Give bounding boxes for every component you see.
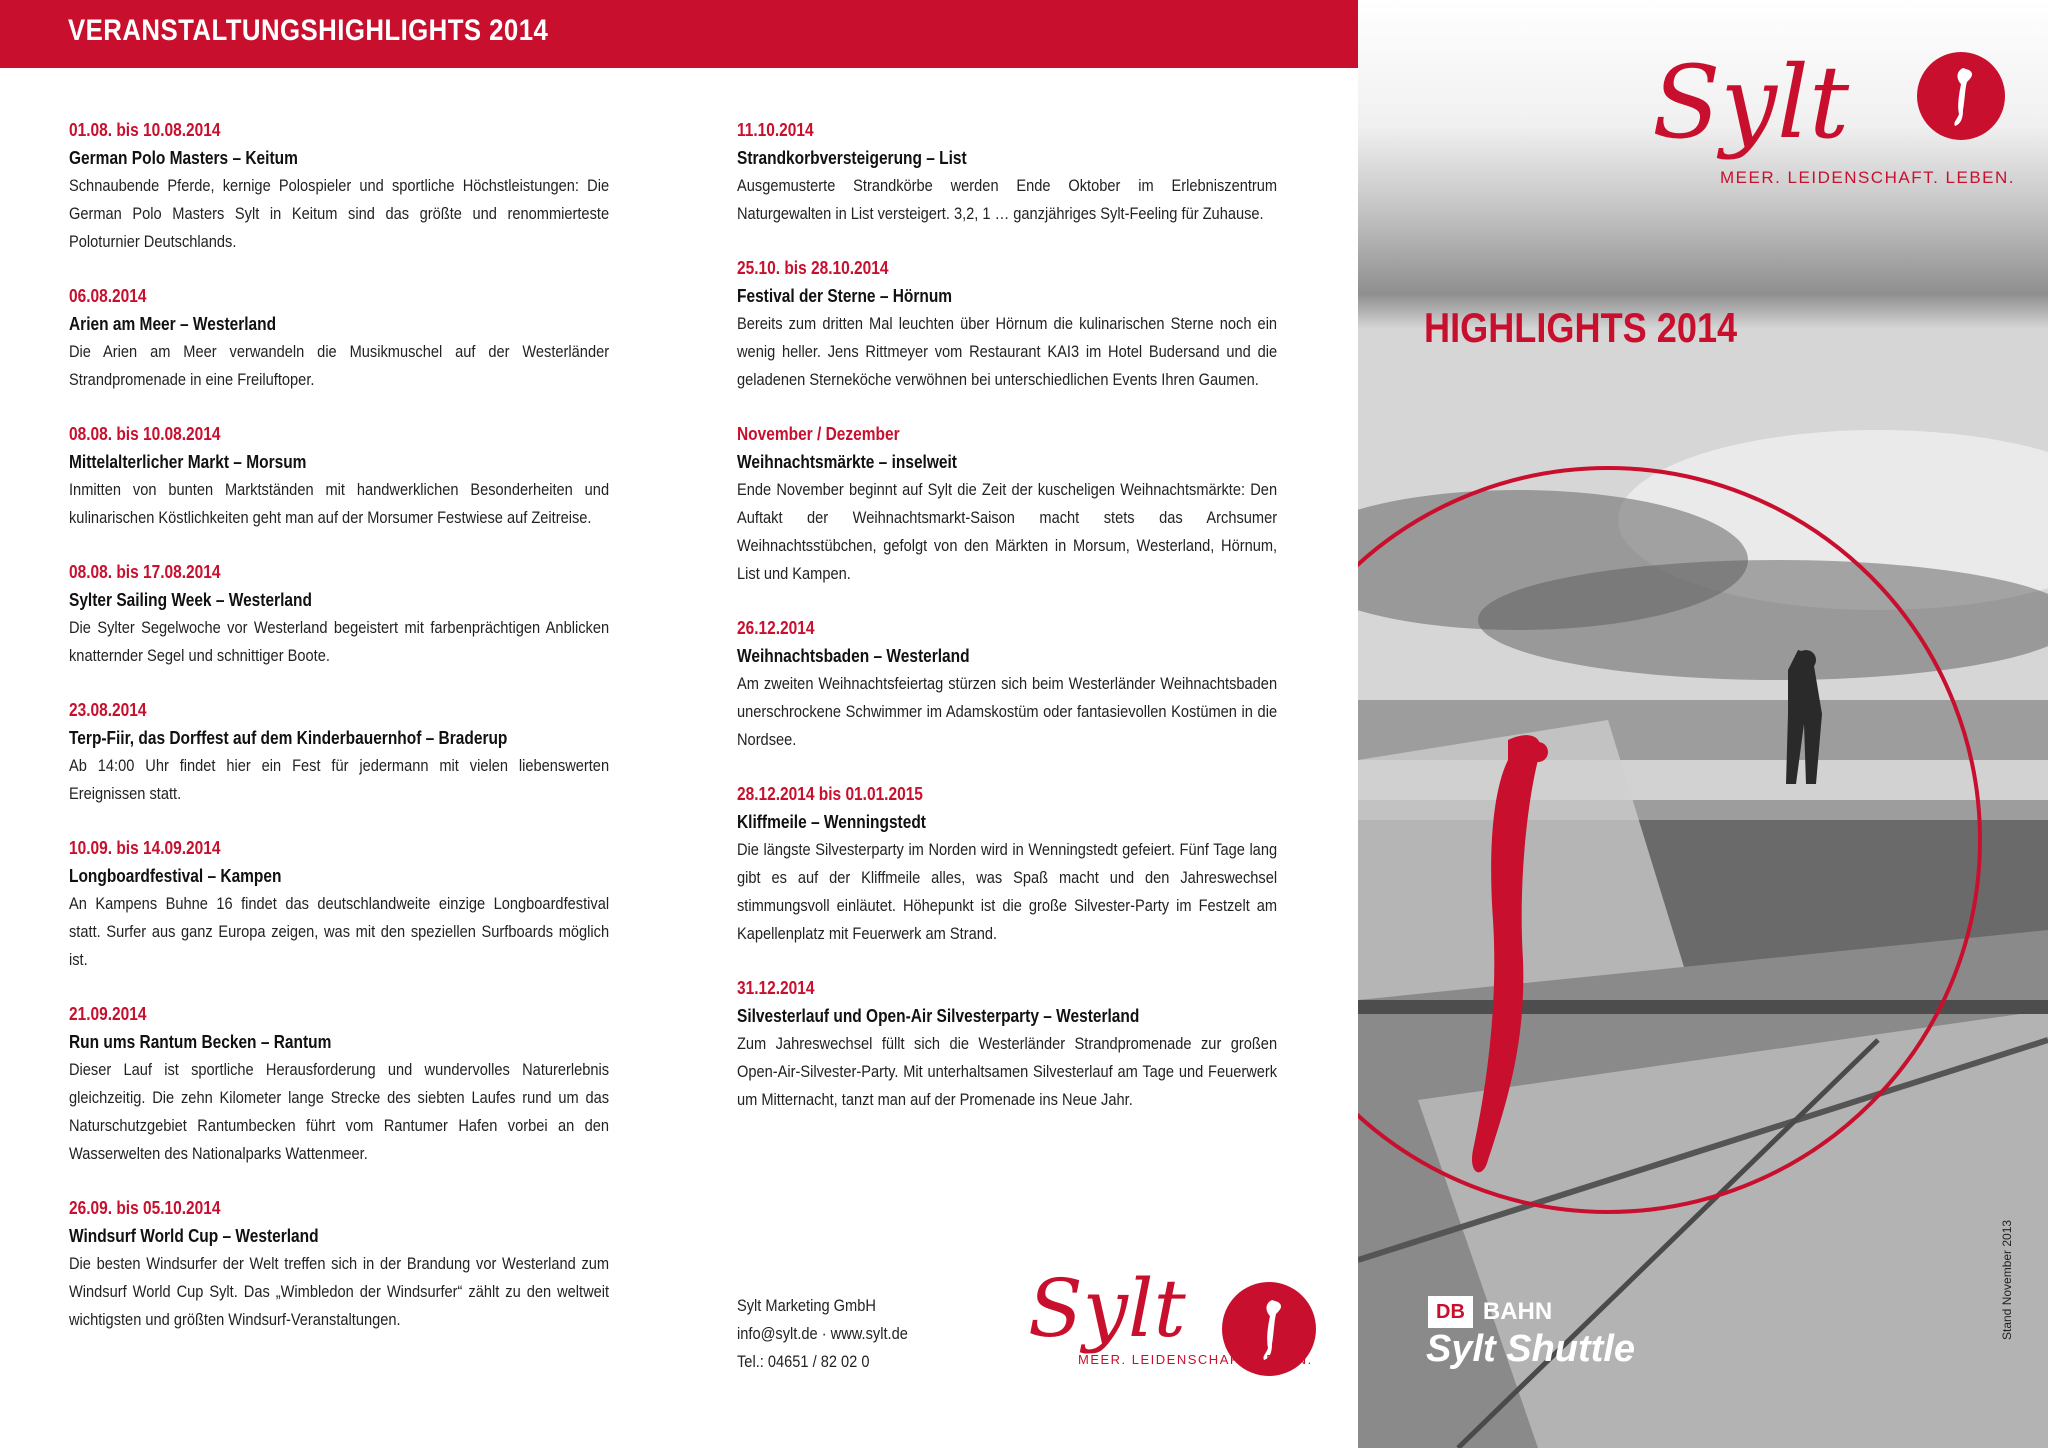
event-date: 26.09. bis 05.10.2014 (69, 1198, 221, 1218)
sylt-logo-top (1652, 44, 2016, 202)
event-date: 21.09.2014 (69, 1004, 147, 1024)
logo-wordmark: Sylt (1652, 44, 1850, 161)
event-description: Ende November beginnt auf Sylt die Zeit der kuscheligen Weihnachtsmärkte: Den Auftakt der Weihnachtsmarkt-Saison macht stets das Archsumer Weihnachtsstübchen, gefolgt von den Märkten in Morsum, Westerland, Hörnum, List und Kampen. (737, 480, 1278, 583)
event-title: Run ums Rantum Becken – Rantum (69, 1032, 332, 1052)
event-title: Weihnachtsbaden – Westerland (737, 646, 970, 666)
event-item (69, 1000, 609, 1168)
logo-tagline: MEER. LEIDENSCHAFT. LEBEN. (1720, 168, 2016, 187)
event-title: Longboardfestival – Kampen (69, 866, 282, 886)
event-description: Ausgemusterte Strandkörbe werden Ende Oktober im Erlebniszentrum Naturgewalten in List versteigert. 3,2, 1 … ganzjähriges Sylt-Feeling für Zuhause. (737, 176, 1278, 223)
event-item (737, 974, 1277, 1114)
event-date: 01.08. bis 10.08.2014 (69, 120, 221, 140)
event-date: 26.12.2014 (737, 618, 815, 638)
event-description: Die Sylter Segelwoche vor Westerland begeistert mit farbenprächtigen Anblicken knatternder Segel und schnittiger Boote. (69, 618, 610, 665)
sylt-logo-bottom (1028, 1262, 1313, 1378)
db-bahn-logo (1428, 1296, 1552, 1328)
event-date: 10.09. bis 14.09.2014 (69, 838, 221, 858)
logo-tagline: MEER. LEIDENSCHAFT. LEBEN. (1078, 1352, 1313, 1367)
event-date: 08.08. bis 17.08.2014 (69, 562, 221, 582)
bahn-label: BAHN (1482, 1298, 1553, 1325)
stand-note: Stand November 2013 (2000, 1219, 2014, 1340)
event-date: 23.08.2014 (69, 700, 147, 720)
event-description: Die besten Windsurfer der Welt treffen sich in der Brandung vor Westerland zum Windsurf World Cup Sylt. Das „Wimbledon der Windsurfer“ zählt zu den weltweit wichtigsten und größten Windsurf-Veranstaltungen. (69, 1254, 610, 1329)
event-description: Die längste Silvesterparty im Norden wird in Wenningstedt gefeiert. Fünf Tage lang gibt es auf der Kliffmeile alles, was Spaß macht und den Jahreswechsel stimmungsvoll einläutet. Höhepunkt ist die große Silvester-Party im Festzelt am Kapellenplatz mit Feuerwerk am Strand. (737, 840, 1278, 943)
windsurf-photo-image (1358, 0, 2048, 1448)
events-column-left (69, 116, 609, 1360)
event-item (737, 116, 1277, 228)
event-item (69, 420, 609, 532)
event-date: 11.10.2014 (737, 120, 814, 140)
events-column-middle (737, 116, 1277, 1140)
event-date: 25.10. bis 28.10.2014 (737, 258, 889, 278)
event-date: 06.08.2014 (69, 286, 147, 306)
logo-wordmark: Sylt (1028, 1262, 1186, 1355)
event-description: Inmitten von bunten Marktständen mit handwerklichen Besonderheiten und kulinarischen Köstlichkeiten geht man auf der Morsumer Festwiese auf Zeitreise. (69, 480, 610, 527)
event-item (69, 282, 609, 394)
event-item (737, 254, 1277, 394)
cover-photo (1358, 0, 2048, 1448)
contact-web[interactable]: info@sylt.de · www.sylt.de (737, 1324, 908, 1343)
event-description: Ab 14:00 Uhr findet hier ein Fest für jedermann mit vielen liebenswerten Ereignissen statt. (69, 756, 610, 803)
contact-block (737, 1292, 908, 1376)
event-title: Festival der Sterne – Hörnum (737, 286, 953, 306)
event-title: Weihnachtsmärkte – inselweit (737, 452, 957, 472)
event-item (69, 696, 609, 808)
event-description: An Kampens Buhne 16 findet das deutschlandweite einzige Longboardfestival statt. Surfer aus ganz Europa zeigen, was mit den speziellen Surfboards möglich ist. (69, 894, 610, 969)
event-date: 08.08. bis 10.08.2014 (69, 424, 221, 444)
event-title: Arien am Meer – Westerland (69, 314, 277, 334)
sylt-shuttle-label: Sylt Shuttle (1426, 1328, 1636, 1370)
event-title: Kliffmeile – Wenningstedt (737, 812, 926, 832)
event-title: Windsurf World Cup – Westerland (69, 1226, 319, 1246)
event-title: Silvesterlauf und Open-Air Silvesterparty – Westerland (737, 1006, 1140, 1026)
event-item (737, 780, 1277, 948)
event-date: 28.12.2014 bis 01.01.2015 (737, 784, 923, 804)
event-title: Terp-Fiir, das Dorffest auf dem Kinderbauernhof – Braderup (69, 728, 508, 748)
event-item (737, 420, 1277, 588)
event-title: Strandkorbversteigerung – List (737, 148, 967, 168)
event-date: November / Dezember (737, 424, 900, 444)
header-bar (0, 0, 1358, 68)
cover-headline: HIGHLIGHTS 2014 (1424, 304, 1738, 351)
event-item (69, 116, 609, 256)
event-title: German Polo Masters – Keitum (69, 148, 298, 168)
event-date: 31.12.2014 (737, 978, 815, 998)
event-description: Schnaubende Pferde, kernige Polospieler und sportliche Höchstleistungen: Die German Polo Masters Sylt in Keitum sind das größte und renommierteste Poloturnier Deutschlands. (69, 176, 610, 251)
db-icon: DB (1428, 1296, 1473, 1328)
event-description: Dieser Lauf ist sportliche Herausforderung und wundervolles Naturerlebnis gleichzeitig. Die zehn Kilometer lange Strecke des siebten Laufes rund um das Naturschutzgebiet Rantumbecken führt vom Rantumer Hafen vorbei an den Wasserwelten des Nationalparks Wattenmeer. (69, 1060, 610, 1163)
event-description: Zum Jahreswechsel füllt sich die Westerländer Strandpromenade zur großen Open-Air-Silvester-Party. Mit unterhaltsamen Silvesterlauf am Tage und Feuerwerk um Mitternacht, tanzt man auf der Promenade ins Neue Jahr. (737, 1034, 1278, 1109)
event-description: Am zweiten Weihnachtsfeiertag stürzen sich beim Westerländer Weihnachtsbaden unerschrockene Schwimmer im Adamskostüm oder fantasievollen Kostümen in die Nordsee. (737, 674, 1278, 749)
event-item (69, 834, 609, 974)
event-item (69, 1194, 609, 1334)
island-icon (1917, 52, 2005, 140)
event-description: Die Arien am Meer verwandeln die Musikmuschel auf der Westerländer Strandpromenade in eine Freiluftoper. (69, 342, 610, 389)
event-title: Mittelalterlicher Markt – Morsum (69, 452, 307, 472)
event-item (69, 558, 609, 670)
contact-phone: Tel.: 04651 / 82 02 0 (737, 1352, 870, 1371)
event-item (737, 614, 1277, 754)
event-title: Sylter Sailing Week – Westerland (69, 590, 312, 610)
event-description: Bereits zum dritten Mal leuchten über Hörnum die kulinarischen Sterne noch ein wenig heller. Jens Rittmeyer vom Restaurant KAI3 im Hotel Budersand und die geladenen Sterneköche verwöhnen bei unterschiedlichen Events Ihren Gaumen. (737, 314, 1278, 389)
page-title: VERANSTALTUNGSHIGHLIGHTS 2014 (68, 14, 549, 47)
contact-company: Sylt Marketing GmbH (737, 1296, 876, 1315)
